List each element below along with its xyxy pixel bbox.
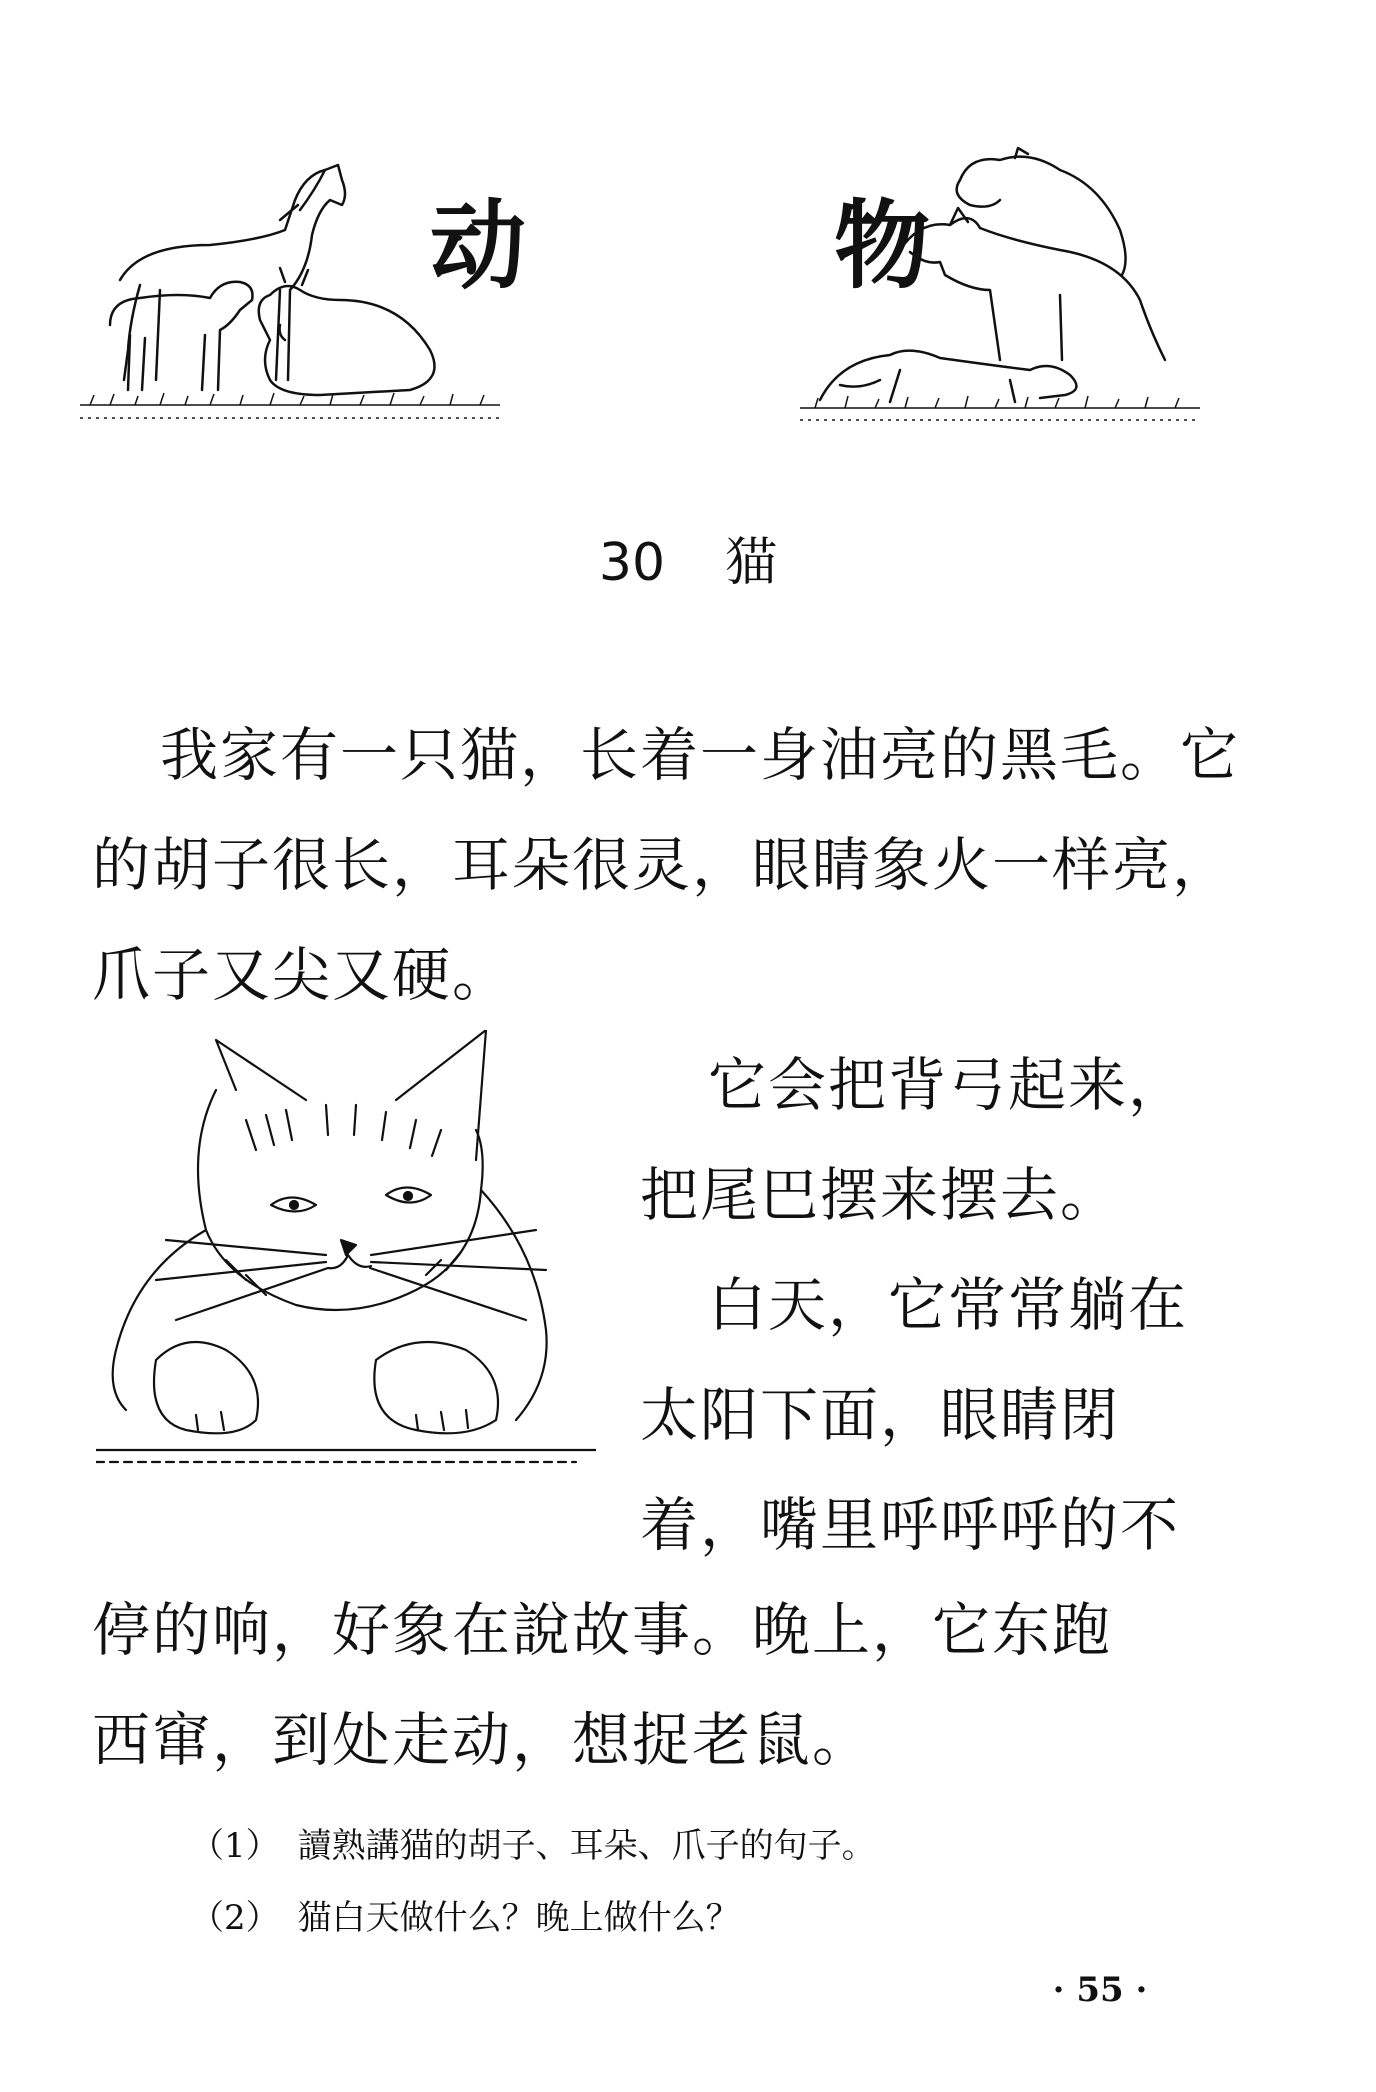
question-number: （2） [190,1898,280,1938]
unit-title-char-1: 动 [430,189,526,302]
unit-header [80,140,1220,440]
wild-animals-illustration [800,140,1200,430]
exercise-questions [190,1810,1190,1954]
paragraph-2-line: 太阳下面，眼睛閉 [640,1381,1121,1449]
page-number: · 55 · [1052,1970,1148,2010]
lesson-name: 猫 [725,533,778,593]
paragraph-1: 我家有一只猫，长着一身油亮的黑毛。它的胡子很长，耳朵很灵，眼睛象火一样亮，爪子又尖又硬。 [92,721,1241,1009]
paragraph-3-line: 西窜，到处走动，想捉老鼠。 [92,1706,873,1774]
paragraph-3-line: 停的响，好象在說故事。晚上，它东跑 [92,1596,1113,1664]
question-item [190,1810,1190,1882]
question-number: （1） [190,1826,280,1866]
paragraph-2-line: 白天，它常常躺在 [708,1271,1189,1339]
question-text: 讀熟講猫的胡子、耳朵、爪子的句子。 [297,1826,876,1866]
lesson-title [0,520,1376,595]
kitten-illustration [96,1030,596,1500]
question-item [190,1882,1190,1954]
lesson-number: 30 [598,533,666,593]
question-text: 猫白天做什么？晚上做什么？ [297,1898,740,1938]
paragraph-2-line: 把尾巴摆来摆去。 [640,1161,1121,1229]
paragraph-2-line: 它会把背弓起来， [708,1051,1189,1119]
unit-title-char-2: 物 [834,189,930,302]
paragraph-3 [92,1575,1242,1795]
paragraph-2-line: 着，嘴里呼呼呼的不 [640,1491,1181,1559]
paragraph-2 [640,1030,1240,1580]
